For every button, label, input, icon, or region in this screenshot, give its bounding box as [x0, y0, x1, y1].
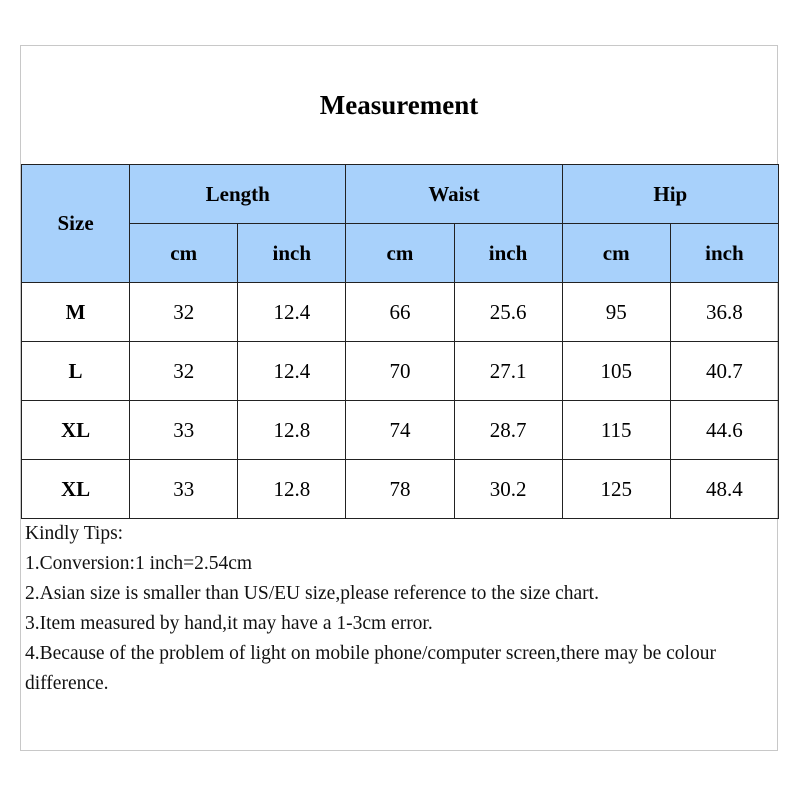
table-row: [22, 401, 779, 460]
size-cell: L: [22, 342, 130, 401]
table-unit-row: [22, 224, 779, 283]
table-cell: 40.7: [670, 342, 778, 401]
table-cell: 12.8: [238, 401, 346, 460]
table-cell: 74: [346, 401, 454, 460]
table-cell: 30.2: [454, 460, 562, 519]
table-row: [22, 283, 779, 342]
table-cell: 78: [346, 460, 454, 519]
tip-item: 3.Item measured by hand,it may have a 1-3cm error.: [25, 613, 433, 634]
table-cell: 44.6: [670, 401, 778, 460]
table-cell: 70: [346, 342, 454, 401]
table-cell: 12.8: [238, 460, 346, 519]
size-cell: M: [22, 283, 130, 342]
table-cell: 33: [130, 460, 238, 519]
length-header: Length: [130, 165, 346, 224]
unit-header: inch: [670, 224, 778, 283]
table-cell: 32: [130, 283, 238, 342]
table-cell: 36.8: [670, 283, 778, 342]
unit-header: cm: [130, 224, 238, 283]
table-cell: 25.6: [454, 283, 562, 342]
table-row: [22, 460, 779, 519]
kindly-tips: [25, 519, 773, 699]
table-cell: 66: [346, 283, 454, 342]
table-cell: 28.7: [454, 401, 562, 460]
table-cell: 12.4: [238, 342, 346, 401]
measurement-card: [20, 45, 778, 751]
unit-header: cm: [346, 224, 454, 283]
tips-heading: Kindly Tips:: [25, 523, 124, 544]
tip-item: 2.Asian size is smaller than US/EU size,please reference to the size chart.: [25, 583, 599, 604]
table-cell: 105: [562, 342, 670, 401]
page-title: Measurement: [319, 89, 479, 120]
size-cell: XL: [22, 460, 130, 519]
title-box: [21, 46, 777, 164]
unit-header: cm: [562, 224, 670, 283]
hip-header: Hip: [562, 165, 778, 224]
table-cell: 115: [562, 401, 670, 460]
table-cell: 125: [562, 460, 670, 519]
tip-item: 1.Conversion:1 inch=2.54cm: [25, 553, 253, 574]
table-cell: 95: [562, 283, 670, 342]
tip-item: 4.Because of the problem of light on mobile phone/computer screen,there may be colour difference.: [25, 643, 716, 694]
table-header-row: [22, 165, 779, 224]
table-cell: 27.1: [454, 342, 562, 401]
size-chart-table: [21, 164, 779, 519]
size-header: Size: [22, 165, 130, 283]
table-row: [22, 342, 779, 401]
table-cell: 33: [130, 401, 238, 460]
table-cell: 48.4: [670, 460, 778, 519]
size-cell: XL: [22, 401, 130, 460]
unit-header: inch: [454, 224, 562, 283]
waist-header: Waist: [346, 165, 562, 224]
unit-header: inch: [238, 224, 346, 283]
table-cell: 12.4: [238, 283, 346, 342]
table-cell: 32: [130, 342, 238, 401]
